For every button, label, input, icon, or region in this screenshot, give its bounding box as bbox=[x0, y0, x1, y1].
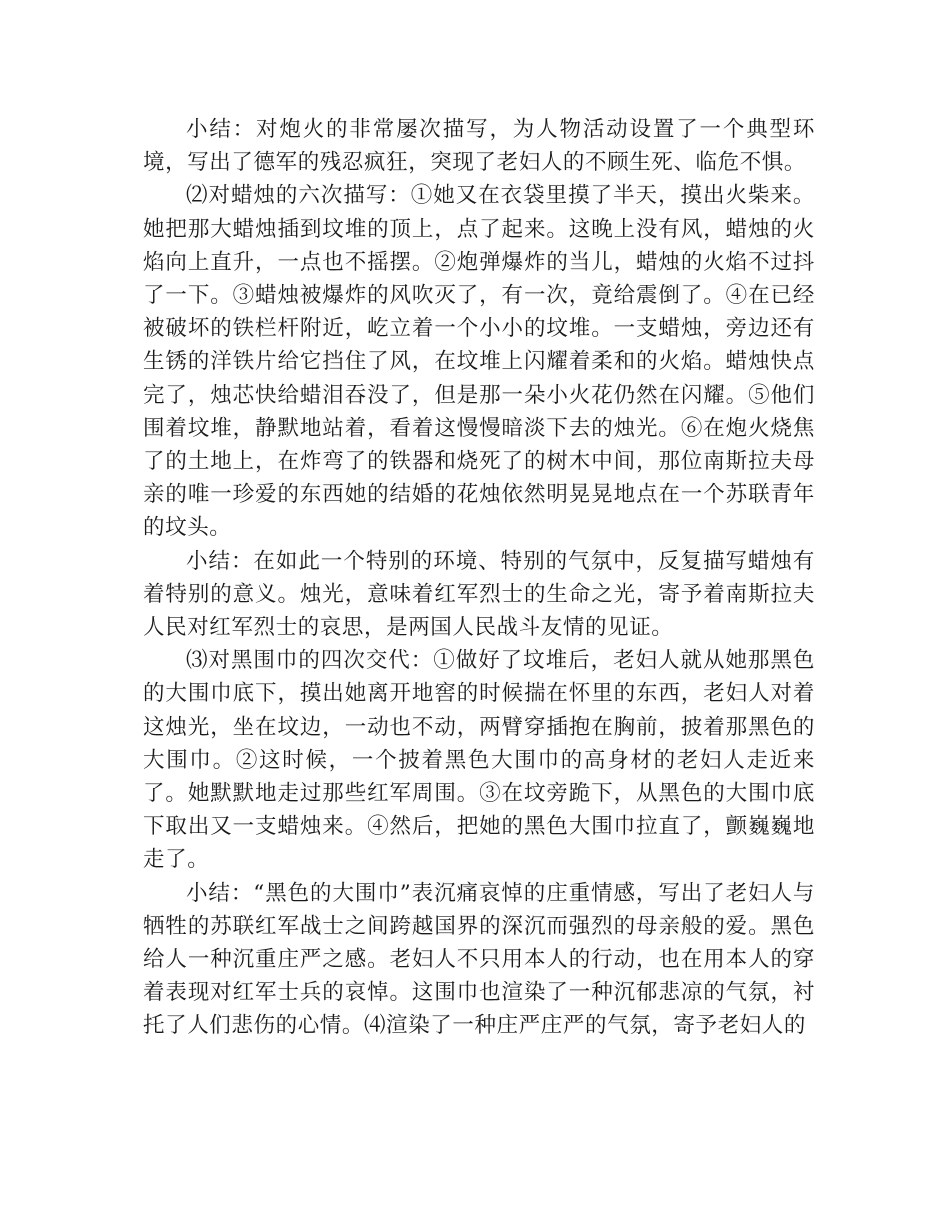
paragraph-summary-candle: 小结：在如此一个特别的环境、特别的气氛中，反复描写蜡烛有着特别的意义。烛光，意味着红军烈士的生命之光，寄予着南斯拉夫人民对红军烈士的哀思，是两国人民战斗友情的见证。 bbox=[143, 548, 815, 641]
paragraph-black-scarf-descriptions: ⑶对黑围巾的四次交代：①做好了坟堆后，老妇人就从她那黑色的大围巾底下，摸出她离开地窖的时候揣在怀里的东西，老妇人对着这烛光，坐在坟边，一动也不动，两臂穿插抱在胸前，披着那黑色的大围巾。②这时候，一个披着黑色大围巾的高身材的老妇人走近来了。她默默地走过那些红军周围。③在坟旁跪下，从黑色的大围巾底下取出又一支蜡烛来。④然后，把她的黑色大围巾拉直了，颤巍巍地走了。 bbox=[143, 648, 815, 873]
paragraph-summary-black-scarf: 小结：“黑色的大围巾”表沉痛哀悼的庄重情感，写出了老妇人与牺牲的苏联红军战士之间跨越国界的深沉而强烈的母亲般的爱。黑色给人一种沉重庄严之感。老妇人不只用本人的行动，也在用本人的穿着表现对红军士兵的哀悼。这围巾也渲染了一种沉郁悲凉的气氛，衬托了人们悲伤的心情。⑷渲染了一种庄严庄严的气氛，寄予老妇人的 bbox=[143, 880, 815, 1039]
document-body bbox=[143, 113, 815, 1043]
paragraph-candle-descriptions: ⑵对蜡烛的六次描写：①她又在衣袋里摸了半天，摸出火柴来。她把那大蜡烛插到坟堆的顶上，点了起来。这晚上没有风，蜡烛的火焰向上直升，一点也不摇摆。②炮弹爆炸的当儿，蜡烛的火焰不过抖了一下。③蜡烛被爆炸的风吹灭了，有一次，竟给震倒了。④在已经被破坏的铁栏杆附近，屹立着一个小小的坟堆。一支蜡烛，旁边还有生锈的洋铁片给它挡住了风，在坟堆上闪耀着柔和的火焰。蜡烛快点完了，烛芯快给蜡泪吞没了，但是那一朵小火花仍然在闪耀。⑤他们围着坟堆，静默地站着，看着这慢慢暗淡下去的烛光。⑥在炮火烧焦了的土地上，在炸弯了的铁器和烧死了的树木中间，那位南斯拉夫母亲的唯一珍爱的东西她的结婚的花烛依然明晃晃地点在一个苏联青年的坟头。 bbox=[143, 183, 815, 541]
paragraph-summary-gunfire: 小结：对炮火的非常屡次描写，为人物活动设置了一个典型环境，写出了德军的残忍疯狂，突现了老妇人的不顾生死、临危不惧。 bbox=[143, 117, 815, 176]
